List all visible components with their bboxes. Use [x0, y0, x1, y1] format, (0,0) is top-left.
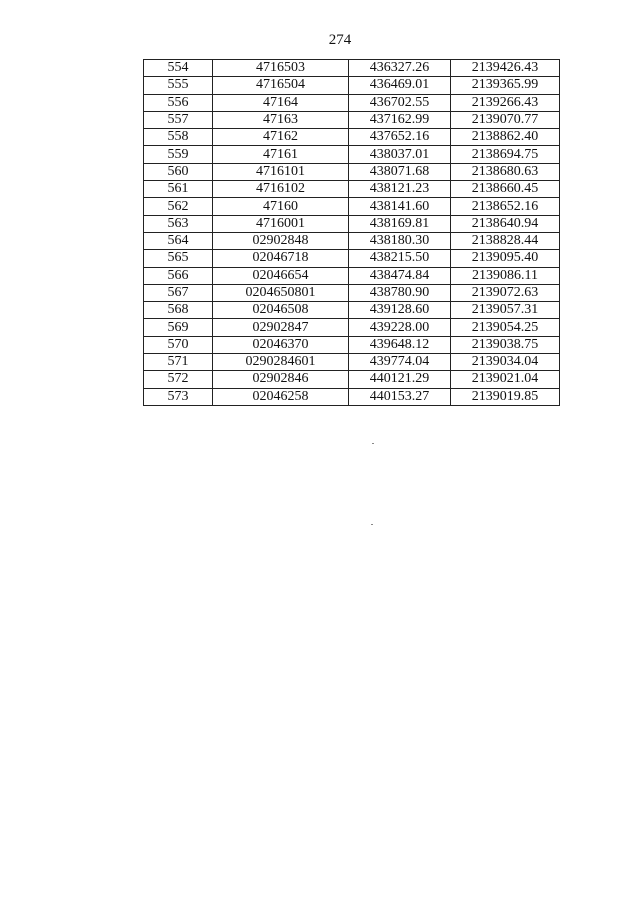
x-coordinate-cell: 436469.01 — [349, 77, 451, 94]
y-coordinate-cell: 2139086.11 — [451, 267, 560, 284]
y-coordinate-cell: 2138640.94 — [451, 215, 560, 232]
y-coordinate-cell: 2139266.43 — [451, 94, 560, 111]
x-coordinate-cell: 438169.81 — [349, 215, 451, 232]
x-coordinate-cell: 438780.90 — [349, 284, 451, 301]
point-number-cell: 567 — [144, 284, 213, 301]
table-row — [144, 146, 560, 163]
table-body — [144, 60, 560, 406]
table-row — [144, 163, 560, 180]
point-number-cell: 565 — [144, 250, 213, 267]
point-id-cell: 4716504 — [213, 77, 349, 94]
y-coordinate-cell: 2138660.45 — [451, 181, 560, 198]
point-number-cell: 559 — [144, 146, 213, 163]
point-number-cell: 554 — [144, 60, 213, 77]
y-coordinate-cell: 2138680.63 — [451, 163, 560, 180]
y-coordinate-cell: 2138828.44 — [451, 232, 560, 249]
point-id-cell: 02902846 — [213, 371, 349, 388]
table-row — [144, 354, 560, 371]
point-id-cell: 02046370 — [213, 336, 349, 353]
table-row — [144, 181, 560, 198]
point-id-cell: 02902847 — [213, 319, 349, 336]
point-number-cell: 566 — [144, 267, 213, 284]
table-row — [144, 250, 560, 267]
point-id-cell: 4716001 — [213, 215, 349, 232]
x-coordinate-cell: 438071.68 — [349, 163, 451, 180]
point-id-cell: 47164 — [213, 94, 349, 111]
point-number-cell: 560 — [144, 163, 213, 180]
point-id-cell: 0290284601 — [213, 354, 349, 371]
point-id-cell: 47163 — [213, 111, 349, 128]
x-coordinate-cell: 439128.60 — [349, 302, 451, 319]
x-coordinate-cell: 440153.27 — [349, 388, 451, 405]
y-coordinate-cell: 2138694.75 — [451, 146, 560, 163]
point-id-cell: 4716101 — [213, 163, 349, 180]
table-row — [144, 319, 560, 336]
point-number-cell: 570 — [144, 336, 213, 353]
point-number-cell: 564 — [144, 232, 213, 249]
y-coordinate-cell: 2139054.25 — [451, 319, 560, 336]
table-row — [144, 94, 560, 111]
point-number-cell: 571 — [144, 354, 213, 371]
y-coordinate-cell: 2139021.04 — [451, 371, 560, 388]
y-coordinate-cell: 2139095.40 — [451, 250, 560, 267]
table-row — [144, 336, 560, 353]
y-coordinate-cell: 2138862.40 — [451, 129, 560, 146]
table-row — [144, 388, 560, 405]
table-row — [144, 77, 560, 94]
table-row — [144, 267, 560, 284]
point-number-cell: 558 — [144, 129, 213, 146]
x-coordinate-cell: 439774.04 — [349, 354, 451, 371]
x-coordinate-cell: 437162.99 — [349, 111, 451, 128]
table-row — [144, 302, 560, 319]
point-id-cell: 47162 — [213, 129, 349, 146]
table-row — [144, 111, 560, 128]
x-coordinate-cell: 439228.00 — [349, 319, 451, 336]
x-coordinate-cell: 439648.12 — [349, 336, 451, 353]
point-number-cell: 569 — [144, 319, 213, 336]
page-number: 274 — [328, 32, 352, 48]
x-coordinate-cell: 438037.01 — [349, 146, 451, 163]
y-coordinate-cell: 2138652.16 — [451, 198, 560, 215]
scan-speck — [371, 524, 373, 525]
point-number-cell: 561 — [144, 181, 213, 198]
point-id-cell: 4716503 — [213, 60, 349, 77]
y-coordinate-cell: 2139365.99 — [451, 77, 560, 94]
point-id-cell: 47160 — [213, 198, 349, 215]
x-coordinate-cell: 438121.23 — [349, 181, 451, 198]
point-id-cell: 0204650801 — [213, 284, 349, 301]
x-coordinate-cell: 438474.84 — [349, 267, 451, 284]
table-row — [144, 232, 560, 249]
table-row — [144, 284, 560, 301]
point-number-cell: 556 — [144, 94, 213, 111]
point-id-cell: 02046718 — [213, 250, 349, 267]
point-id-cell: 02902848 — [213, 232, 349, 249]
coordinates-table-container — [143, 59, 560, 406]
y-coordinate-cell: 2139019.85 — [451, 388, 560, 405]
x-coordinate-cell: 438215.50 — [349, 250, 451, 267]
table-row — [144, 60, 560, 77]
point-id-cell: 02046508 — [213, 302, 349, 319]
table-row — [144, 129, 560, 146]
point-id-cell: 02046258 — [213, 388, 349, 405]
table-row — [144, 198, 560, 215]
x-coordinate-cell: 436702.55 — [349, 94, 451, 111]
x-coordinate-cell: 440121.29 — [349, 371, 451, 388]
coordinates-table — [143, 59, 560, 406]
table-row — [144, 215, 560, 232]
y-coordinate-cell: 2139057.31 — [451, 302, 560, 319]
point-number-cell: 562 — [144, 198, 213, 215]
point-number-cell: 563 — [144, 215, 213, 232]
point-number-cell: 572 — [144, 371, 213, 388]
point-id-cell: 47161 — [213, 146, 349, 163]
y-coordinate-cell: 2139070.77 — [451, 111, 560, 128]
x-coordinate-cell: 437652.16 — [349, 129, 451, 146]
x-coordinate-cell: 438180.30 — [349, 232, 451, 249]
point-number-cell: 557 — [144, 111, 213, 128]
point-number-cell: 555 — [144, 77, 213, 94]
point-id-cell: 02046654 — [213, 267, 349, 284]
y-coordinate-cell: 2139426.43 — [451, 60, 560, 77]
y-coordinate-cell: 2139034.04 — [451, 354, 560, 371]
y-coordinate-cell: 2139038.75 — [451, 336, 560, 353]
scan-speck — [372, 443, 374, 444]
x-coordinate-cell: 438141.60 — [349, 198, 451, 215]
x-coordinate-cell: 436327.26 — [349, 60, 451, 77]
table-row — [144, 371, 560, 388]
point-number-cell: 573 — [144, 388, 213, 405]
point-number-cell: 568 — [144, 302, 213, 319]
y-coordinate-cell: 2139072.63 — [451, 284, 560, 301]
point-id-cell: 4716102 — [213, 181, 349, 198]
